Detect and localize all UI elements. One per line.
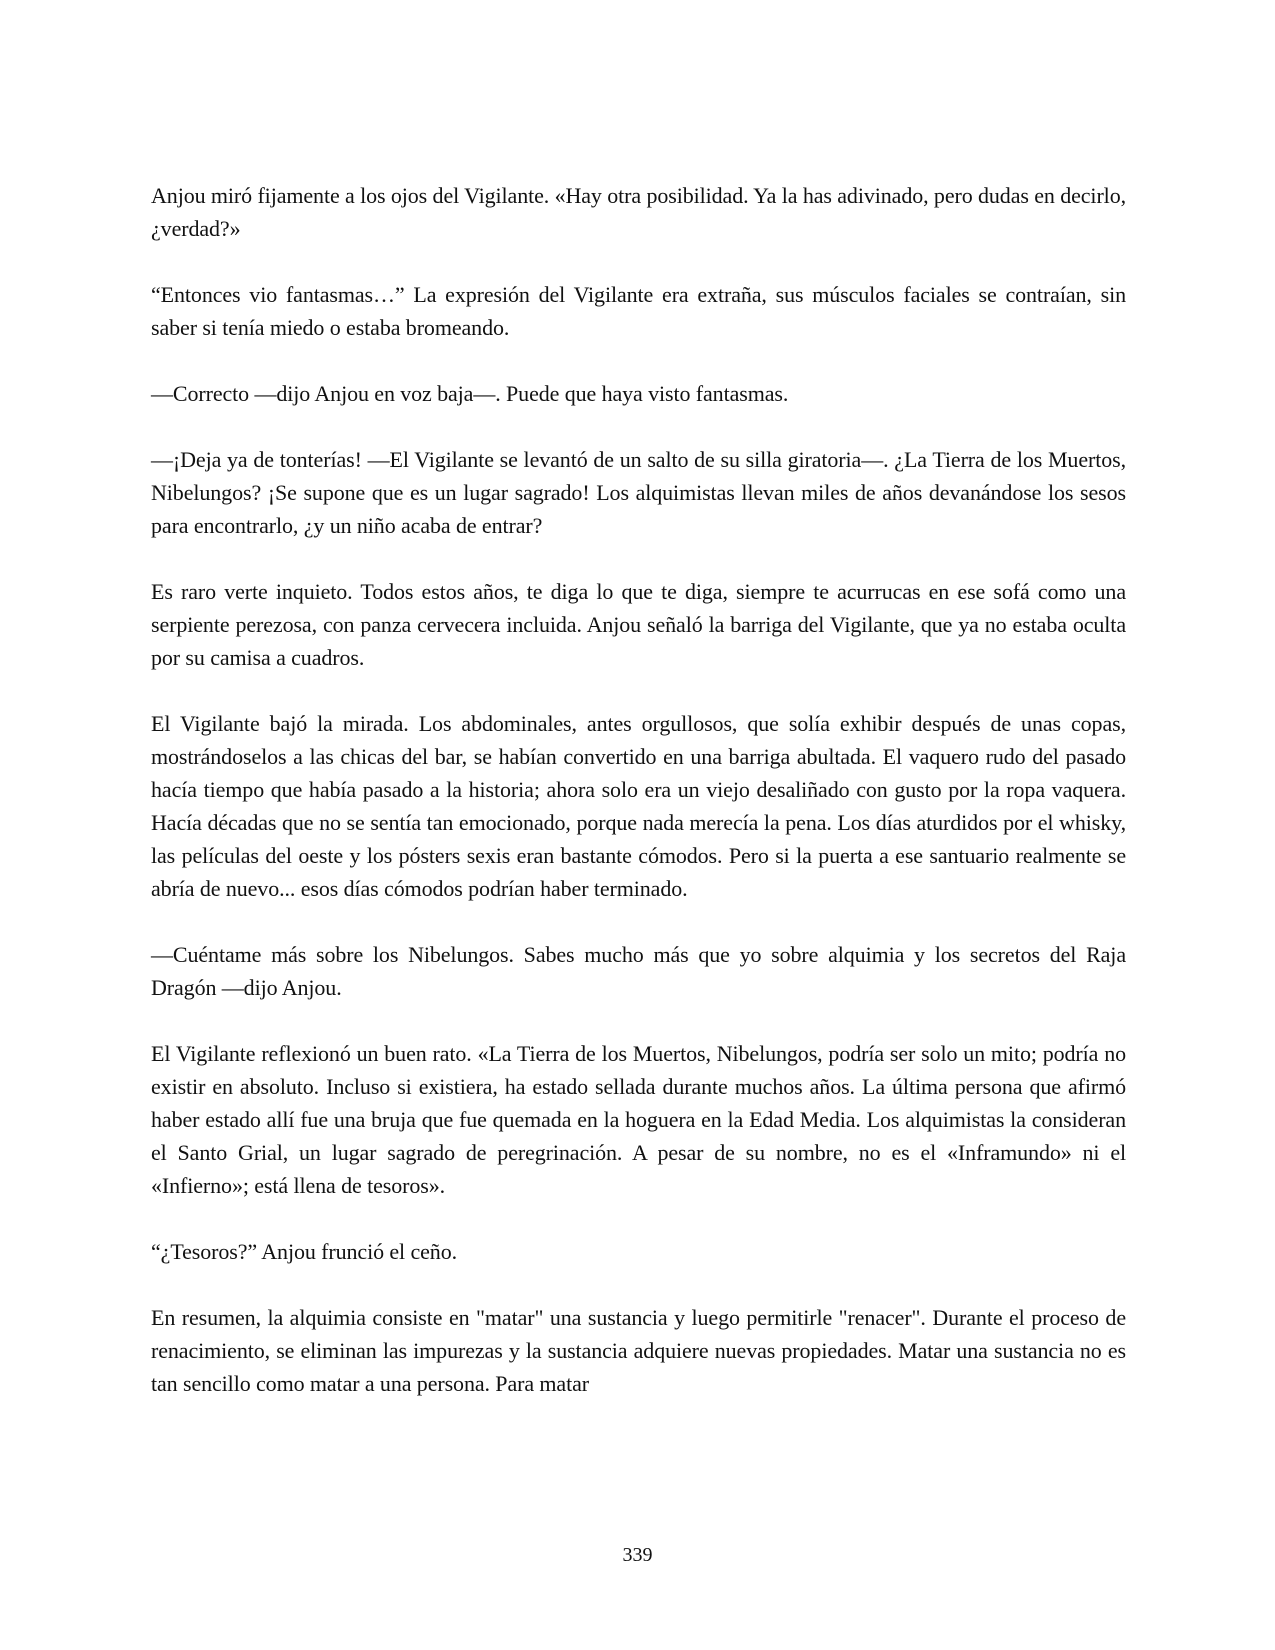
paragraph: —¡Deja ya de tonterías! —El Vigilante se levantó de un salto de su silla giratoria—. ¿La Tierra de los Muertos, Nibelungos? ¡Se supone que es un lugar sagrado! Los alquimistas llevan miles de años devanándose los sesos para encontrarlo, ¿y un niño acaba de entrar? bbox=[151, 447, 1126, 538]
page-body bbox=[151, 179, 1126, 1400]
paragraph: “Entonces vio fantasmas…” La expresión del Vigilante era extraña, sus músculos faciales se contraían, sin saber si tenía miedo o estaba bromeando. bbox=[151, 282, 1126, 340]
paragraph: “¿Tesoros?” Anjou frunció el ceño. bbox=[151, 1239, 457, 1264]
paragraph: En resumen, la alquimia consiste en "matar" una sustancia y luego permitirle "renacer". Durante el proceso de renacimiento, se eliminan las impurezas y la sustancia adquiere nuevas propiedades. Matar una sustancia no es tan sencillo como matar a una persona. Para matar bbox=[151, 1305, 1126, 1396]
paragraph: —Cuéntame más sobre los Nibelungos. Sabes mucho más que yo sobre alquimia y los secretos del Raja Dragón —dijo Anjou. bbox=[151, 942, 1126, 1000]
paragraph: El Vigilante reflexionó un buen rato. «La Tierra de los Muertos, Nibelungos, podría ser solo un mito; podría no existir en absoluto. Incluso si existiera, ha estado sellada durante muchos años. La última persona que afirmó haber estado allí fue una bruja que fue quemada en la hoguera en la Edad Media. Los alquimistas la consideran el Santo Grial, un lugar sagrado de peregrinación. A pesar de su nombre, no es el «Inframundo» ni el «Infierno»; está llena de tesoros». bbox=[151, 1041, 1126, 1198]
paragraph: El Vigilante bajó la mirada. Los abdominales, antes orgullosos, que solía exhibir después de unas copas, mostrándoselos a las chicas del bar, se habían convertido en una barriga abultada. El vaquero rudo del pasado hacía tiempo que había pasado a la historia; ahora solo era un viejo desaliñado con gusto por la ropa vaquera. Hacía décadas que no se sentía tan emocionado, porque nada merecía la pena. Los días aturdidos por el whisky, las películas del oeste y los pósters sexis eran bastante cómodos. Pero si la puerta a ese santuario realmente se abría de nuevo... esos días cómodos podrían haber terminado. bbox=[151, 711, 1126, 901]
paragraph: —Correcto —dijo Anjou en voz baja—. Puede que haya visto fantasmas. bbox=[151, 381, 789, 406]
paragraph: Es raro verte inquieto. Todos estos años, te diga lo que te diga, siempre te acurrucas en ese sofá como una serpiente perezosa, con panza cervecera incluida. Anjou señaló la barriga del Vigilante, que ya no estaba oculta por su camisa a cuadros. bbox=[151, 579, 1126, 670]
page-number: 339 bbox=[622, 1544, 653, 1566]
paragraph: Anjou miró fijamente a los ojos del Vigilante. «Hay otra posibilidad. Ya la has adivinado, pero dudas en decirlo, ¿verdad?» bbox=[151, 183, 1126, 241]
